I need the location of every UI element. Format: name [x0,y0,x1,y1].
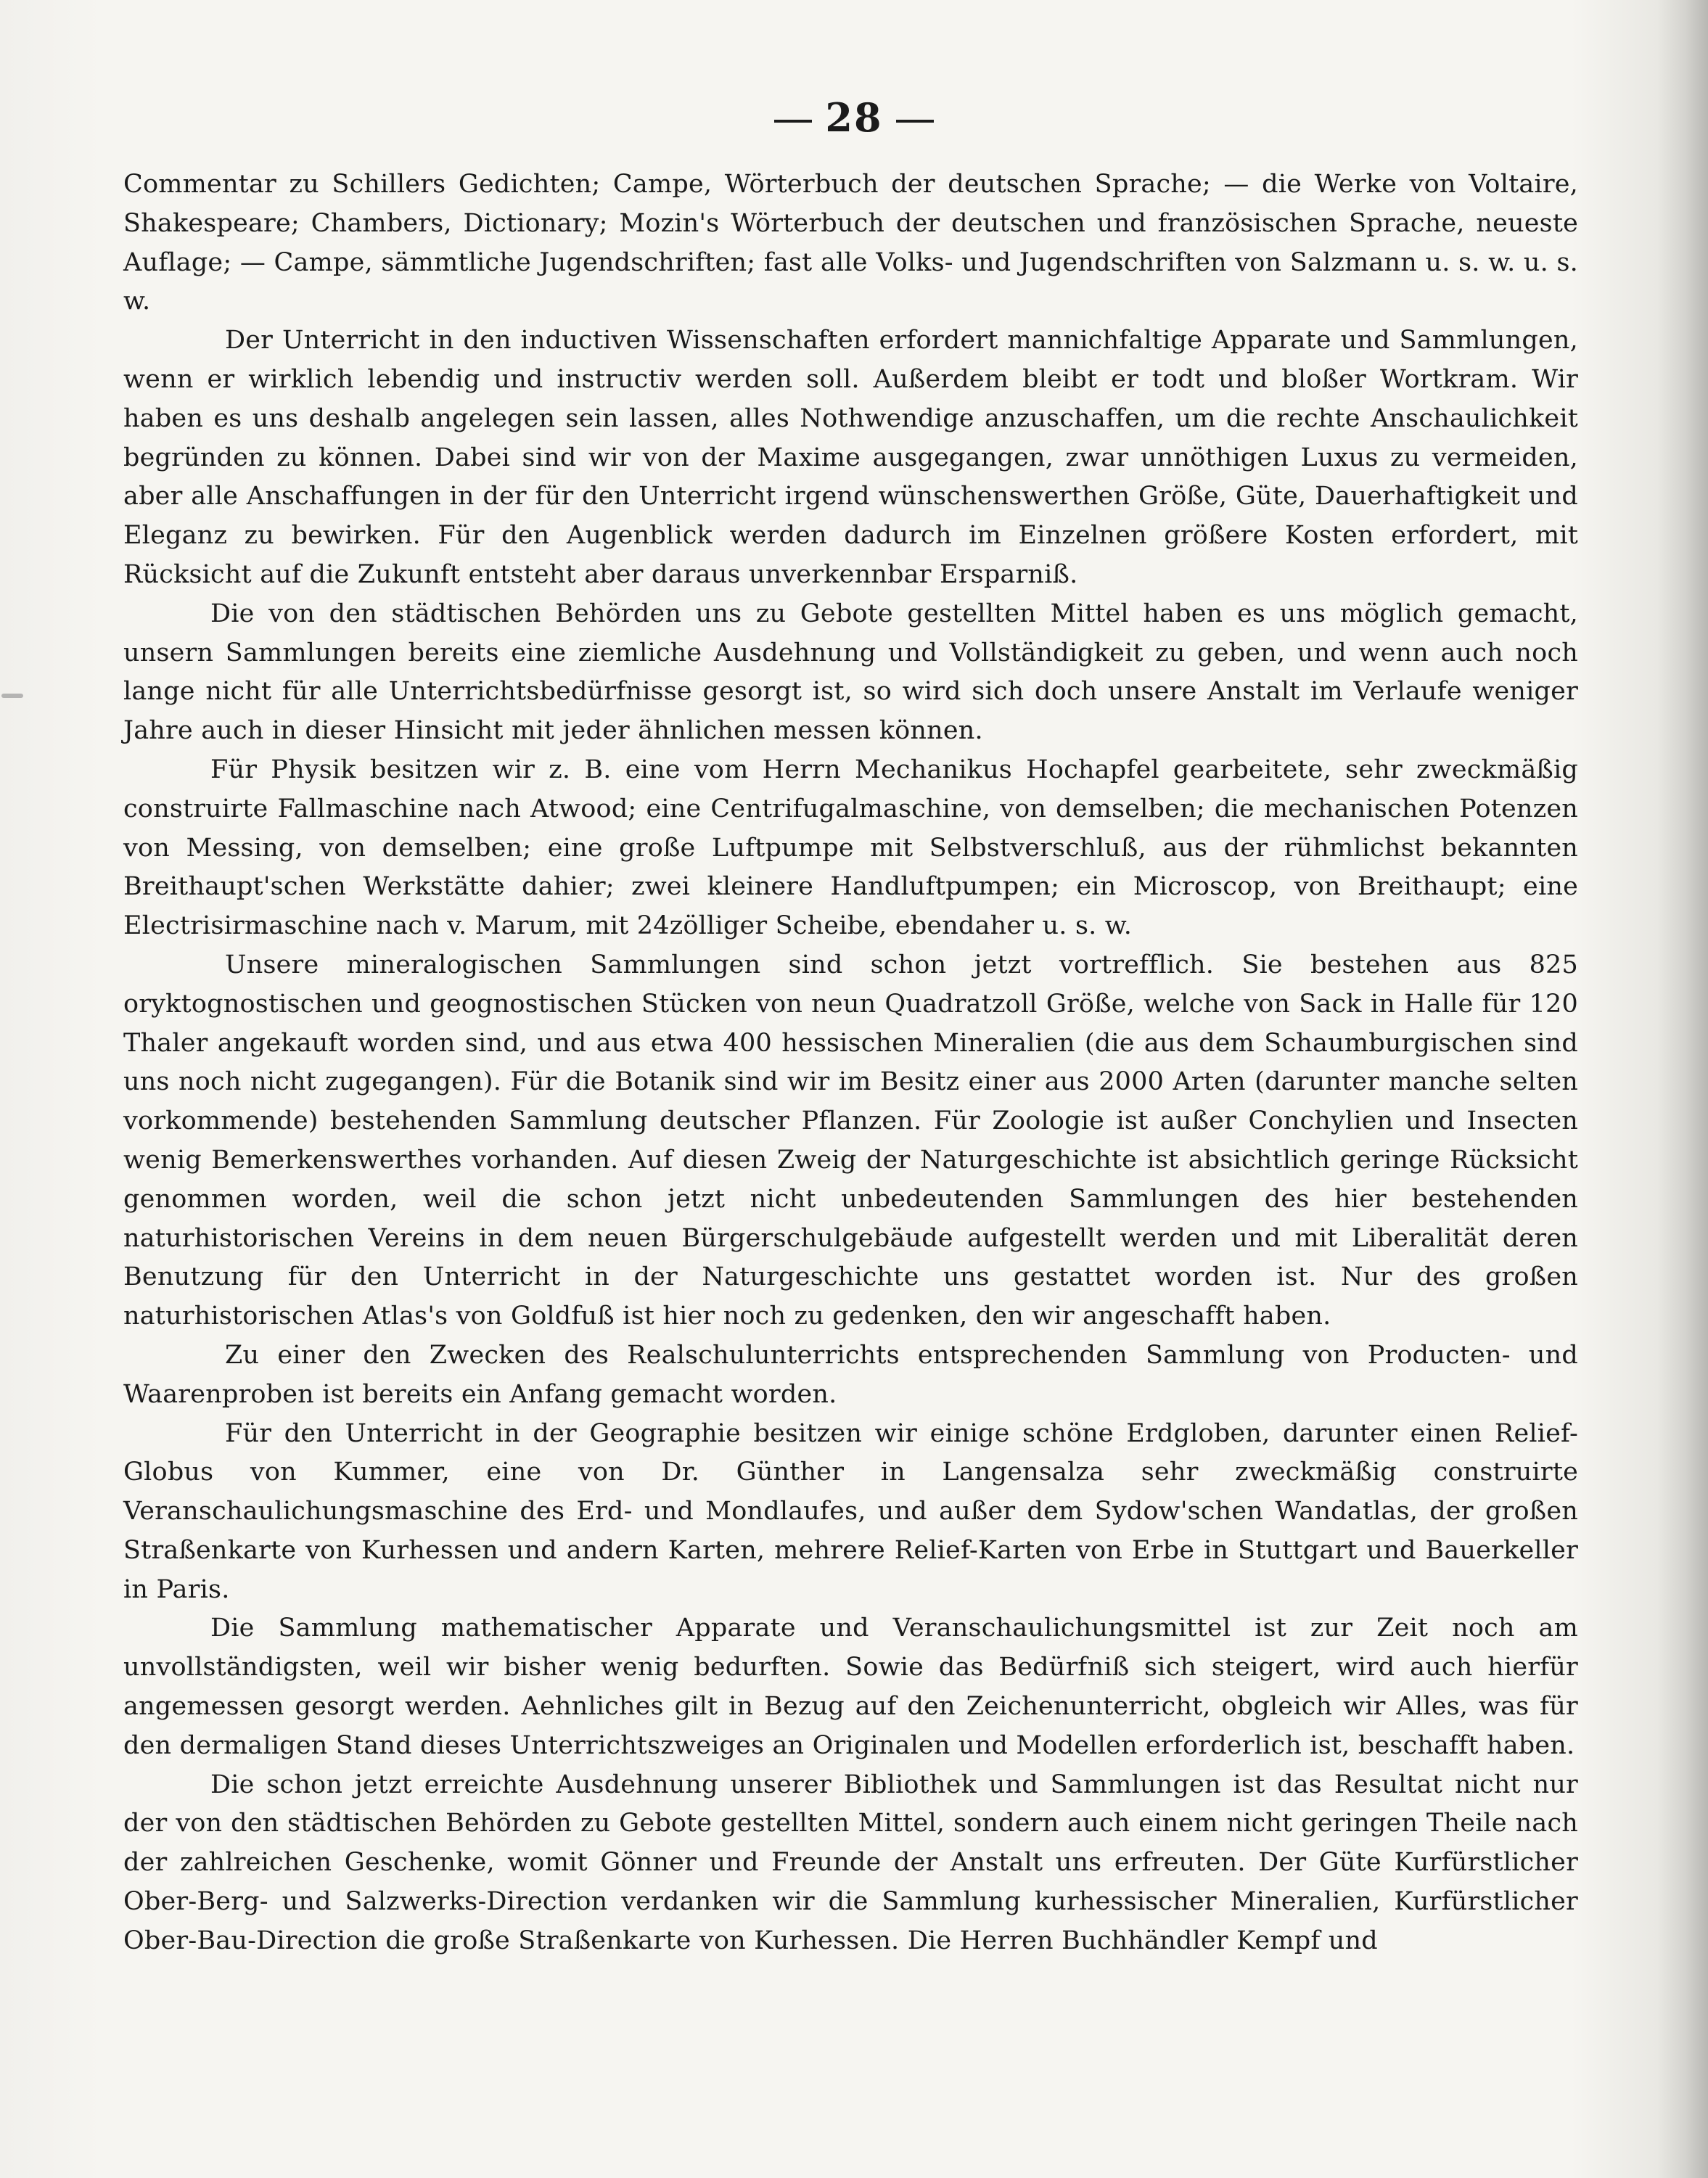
page-body [123,165,1578,1961]
header-dash-left [774,120,812,123]
page-header [0,94,1708,141]
paragraph-donations: Die schon jetzt erreichte Ausdehnung unserer Bibliothek und Sammlungen ist das Resultat nicht nur der von den städtischen Behörden zu Gebote gestellten Mittel, sondern auch einem nicht geringen Theile nach der zahlreichen Geschenke, womit Gönner und Freunde der Anstalt uns erfreuten. Der Güte Kurfürstlicher Ober-Berg- und Salzwerks-Direction verdanken wir die Sammlung kurhessischer Mineralien, Kurfürstlicher Ober-Bau-Direction die große Straßenkarte von Kurhessen. Die Herren Buchhändler Kempf und [123,1770,1578,1955]
paragraph-product-samples: Zu einer den Zwecken des Realschulunterrichts entsprechenden Sammlung von Producten- und Waarenproben ist bereits ein Anfang gemacht worden. [123,1340,1578,1409]
page-number: 28 [825,94,883,141]
paragraph-geography: Für den Unterricht in der Geographie besitzen wir einige schöne Erdgloben, darunter einen Relief-Globus von Kummer, eine von Dr. Günther in Langensalza sehr zweckmäßig construirte Veranschaulichungsmaschine des Erd- und Mondlaufes, und außer dem Sydow'schen Wandatlas, der großen Straßenkarte von Kurhessen und andern Karten, mehrere Relief-Karten von Erbe in Stuttgart und Bauerkeller in Paris. [123,1418,1578,1604]
paragraph-mathematics: Die Sammlung mathematischer Apparate und Veranschaulichungsmittel ist zur Zeit noch am unvollständigsten, weil wir bisher wenig bedurften. Sowie das Bedürfniß sich steigert, wird auch hierfür angemessen gesorgt werden. Aehnliches gilt in Bezug auf den Zeichenunterricht, obgleich wir Alles, was für den dermaligen Stand dieses Unterrichtszweiges an Originalen und Modellen erforderlich ist, beschafft haben. [123,1614,1578,1760]
page-gutter-shadow [1657,0,1708,2178]
header-dash-right [896,120,934,123]
paragraph-mineralogy: Unsere mineralogischen Sammlungen sind schon jetzt vortrefflich. Sie bestehen aus 825 oryktognostischen und geognostischen Stücken von neun Quadratzoll Größe, welche von Sack in Halle für 120 Thaler angekauft worden sind, und aus etwa 400 hessischen Mineralien (die aus dem Schaumburgischen sind uns noch nicht zugegangen). Für die Botanik sind wir im Besitz einer aus 2000 Arten (darunter manche selten vorkommende) bestehenden Sammlung deutscher Pflanzen. Für Zoologie ist außer Conchylien und Insecten wenig Bemerkenswerthes vorhanden. Auf diesen Zweig der Naturgeschichte ist absichtlich geringe Rücksicht genommen worden, weil die schon jetzt nicht unbedeutenden Sammlungen des hier bestehenden naturhistorischen Vereins in dem neuen Bürgerschulgebäude aufgestellt werden und mit Liberalität deren Benutzung für den Unterricht in der Naturgeschichte uns gestattet worden ist. Nur des großen naturhistorischen Atlas's von Goldfuß ist hier noch zu gedenken, den wir angeschafft haben. [123,950,1578,1331]
paragraph-inductive-sciences: Der Unterricht in den inductiven Wissenschaften erfordert mannichfaltige Apparate und Sammlungen, wenn er wirklich lebendig und instructiv werden soll. Außerdem bleibt er todt und bloßer Wortkram. Wir haben es uns deshalb angelegen sein lassen, alles Nothwendige anzuschaffen, um die rechte Anschaulichkeit begründen zu können. Dabei sind wir von der Maxime ausgegangen, zwar unnöthigen Luxus zu vermeiden, aber alle Anschaffungen in der für den Unterricht irgend wünschenswerthen Größe, Güte, Dauerhaftigkeit und Eleganz zu bewirken. Für den Augenblick werden dadurch im Einzelnen größere Kosten erfordert, mit Rücksicht auf die Zukunft entsteht aber daraus unverkennbar Ersparniß. [123,326,1578,589]
paragraph-physics: Für Physik besitzen wir z. B. eine vom Herrn Mechanikus Hochapfel gearbeitete, sehr zweckmäßig construirte Fallmaschine nach Atwood; eine Centrifugalmaschine, von demselben; die mechanischen Potenzen von Messing, von demselben; eine große Luftpumpe mit Selbstverschluß, aus der rühmlichst bekannten Breithaupt'schen Werkstätte dahier; zwei kleinere Handluftpumpen; ein Microscop, von Breithaupt; eine Electrisirmaschine nach v. Marum, mit 24zölliger Scheibe, ebendaher u. s. w. [123,755,1578,941]
margin-mark [1,694,23,698]
paragraph-municipal-funds: Die von den städtischen Behörden uns zu Gebote gestellten Mittel haben es uns möglich gemacht, unsern Sammlungen bereits eine ziemliche Ausdehnung und Vollständigkeit zu geben, und wenn auch noch lange nicht für alle Unterrichtsbedürfnisse gesorgt ist, so wird sich doch unsere Anstalt im Verlaufe weniger Jahre auch in dieser Hinsicht mit jeder ähnlichen messen können. [123,599,1578,746]
paragraph-book-list: Commentar zu Schillers Gedichten; Campe, Wörterbuch der deutschen Sprache; — die Werke von Voltaire, Shakespeare; Chambers, Dictionary; Mozin's Wörterbuch der deutschen und französischen Sprache, neueste Auflage; — Campe, sämmtliche Jugendschriften; fast alle Volks- und Jugendschriften von Salzmann u. s. w. u. s. w. [123,170,1578,316]
